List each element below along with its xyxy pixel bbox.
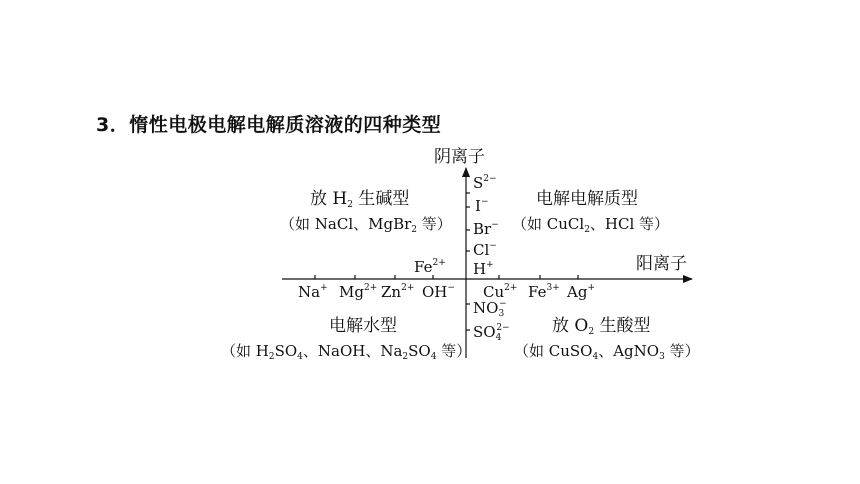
quadrant-bottom-left-title: 电解水型: [329, 316, 397, 336]
cation-label-cu2+: $Cu^{2+}$: [483, 283, 518, 301]
cation-label-na+: Na+: [298, 283, 328, 301]
anion-label-s2-: $S^{2-}$: [473, 174, 497, 192]
cation-label-fe2+: $Fe^{2+}$: [414, 258, 446, 276]
cation-label-zn2+: $Zn^{2+}$: [381, 283, 415, 301]
cation-label-mg2+: $Mg^{2+}$: [339, 283, 378, 301]
anion-label-so4-2-: $SO_4^{2-}$: [473, 323, 510, 343]
anion-label-cl-: Cl−: [473, 241, 497, 259]
section-heading: 3．惰性电极电解电解质溶液的四种类型: [96, 114, 442, 136]
quadrant-bottom-right-title: 放 $O_2$ 生酸型: [552, 316, 651, 337]
anion-label-i-: I−: [475, 197, 489, 215]
anion-label-no3-: $NO_3^-$: [473, 299, 507, 319]
quadrant-bottom-left-examples: （如 $H_2SO_4$、NaOH、$Na_2SO_4$ 等）: [221, 342, 472, 362]
cation-label-fe3+: $Fe^{3+}$: [528, 283, 560, 301]
quadrant-bottom-right-examples: （如 CuSO$_4$、AgNO$_3$ 等）: [514, 342, 700, 362]
quadrant-top-right-title: 电解电解质型: [536, 189, 638, 209]
anion-label-br-: Br−: [473, 220, 499, 238]
quadrant-top-right-examples: （如 CuCl$_2$、HCl 等）: [512, 215, 670, 235]
cation-label-ag+: Ag+: [567, 283, 595, 301]
cation-label-h+: H+: [473, 260, 494, 278]
y-axis-label: 阴离子: [434, 147, 485, 167]
anion-label-oh-: OH−: [422, 283, 455, 301]
quadrant-top-left-examples: （如 NaCl、MgBr$_2$ 等）: [280, 215, 452, 235]
x-axis-label: 阳离子: [636, 254, 687, 274]
quadrant-top-left-title: 放 $H_2$ 生碱型: [310, 189, 410, 210]
